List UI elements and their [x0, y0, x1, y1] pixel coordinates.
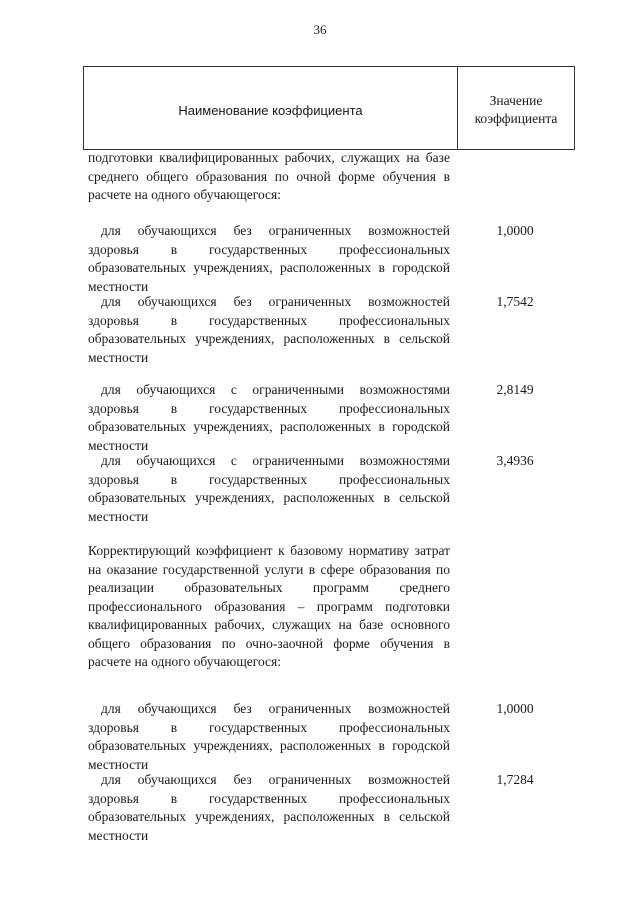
- header-coefficient-name: Наименование коэффициента: [84, 67, 458, 149]
- row-value: 1,7542: [496, 294, 534, 309]
- row-text: для обучающихся с ограниченными возможностями здоровья в государственных профессиональных образовательных учреждениях, расположенных в городской местности: [88, 382, 450, 453]
- section-heading-text: Корректирующий коэффициент к базовому нормативу затрат на оказание государственной услуги в сфере образования по реализации образовательных программ среднего профессионального образования – программ подготовки квалифицированных рабочих, служащих на базе основного общего образования по очно-заочной форме обучения в расчете на одного обучающегося:: [88, 543, 450, 669]
- table-header: [83, 66, 575, 150]
- row-text: для обучающихся без ограниченных возможностей здоровья в государственных профессиональных образовательных учреждениях, расположенных в городской местности: [88, 701, 450, 772]
- row-text: для обучающихся без ограниченных возможностей здоровья в государственных профессиональных образовательных учреждениях, расположенных в сельской местности: [88, 772, 450, 843]
- row-value: 2,8149: [496, 382, 534, 397]
- row-text: для обучающихся с ограниченными возможностями здоровья в государственных профессиональных образовательных учреждениях, расположенных в сельской местности: [88, 453, 450, 524]
- continuation-text: подготовки квалифицированных рабочих, служащих на базе среднего общего образования по очной форме обучения в расчете на одного обучающегося:: [88, 150, 450, 202]
- row-text: для обучающихся без ограниченных возможностей здоровья в государственных профессиональных образовательных учреждениях, расположенных в сельской местности: [88, 294, 450, 365]
- row-value: 1,0000: [496, 701, 534, 716]
- row-value: 1,7284: [496, 772, 534, 787]
- row-text: для обучающихся без ограниченных возможностей здоровья в государственных профессиональных образовательных учреждениях, расположенных в городской местности: [88, 223, 450, 294]
- row-value: 1,0000: [496, 223, 534, 238]
- page-number: 36: [313, 22, 327, 37]
- row-value: 3,4936: [496, 453, 534, 468]
- header-coefficient-value: Значение коэффициента: [474, 93, 558, 126]
